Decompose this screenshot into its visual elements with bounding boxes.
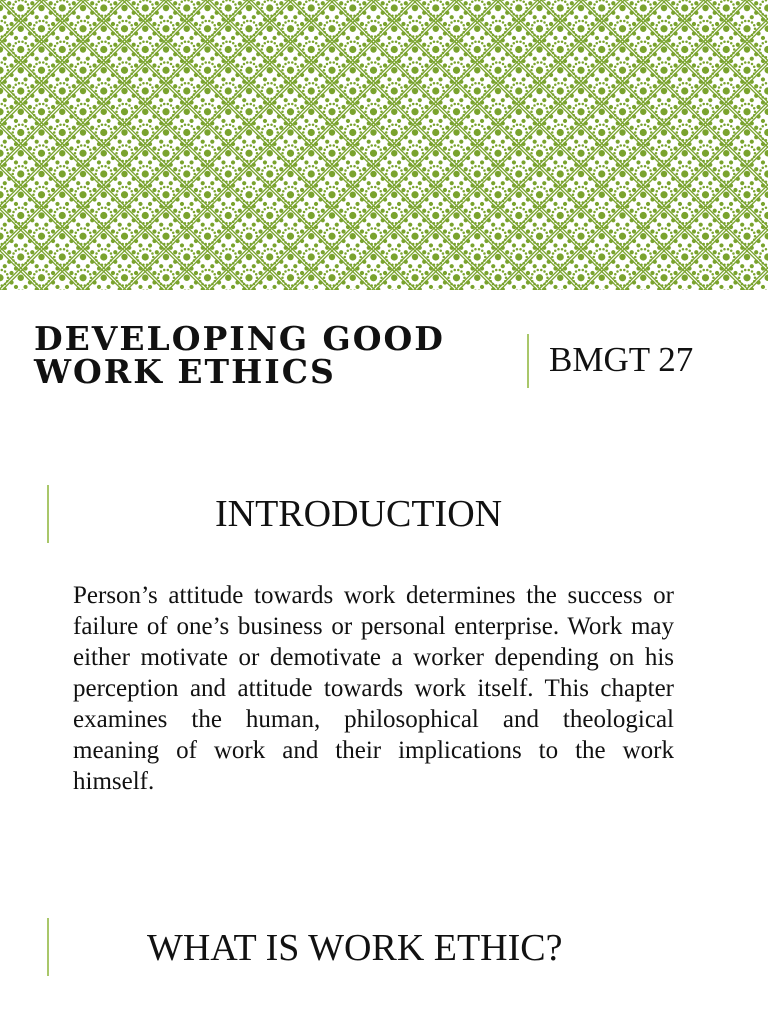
slide-title: [34, 319, 504, 391]
decorative-pattern-band: [0, 0, 768, 290]
work-ethic-accent-bar: [47, 918, 49, 976]
work-ethic-heading: WHAT IS WORK ETHIC?: [147, 927, 563, 969]
lattice-pattern: [0, 0, 768, 290]
course-code: BMGT 27: [549, 340, 694, 379]
introduction-heading: INTRODUCTION: [215, 493, 503, 535]
introduction-accent-bar: [47, 485, 49, 543]
slide-title-line-1: DEVELOPING GOOD: [34, 319, 445, 358]
title-divider: [527, 334, 529, 388]
introduction-body: Person’s attitude towards work determines the success or failure of one’s business or personal enterprise. Work may either motivate or demotivate a worker depending on his perception and attitude towards work itself. This chapter examines the human, philosophical and theological meaning of work and their implications to the work himself.: [73, 582, 674, 795]
slide-title-line-2: WORK ETHICS: [34, 352, 336, 391]
